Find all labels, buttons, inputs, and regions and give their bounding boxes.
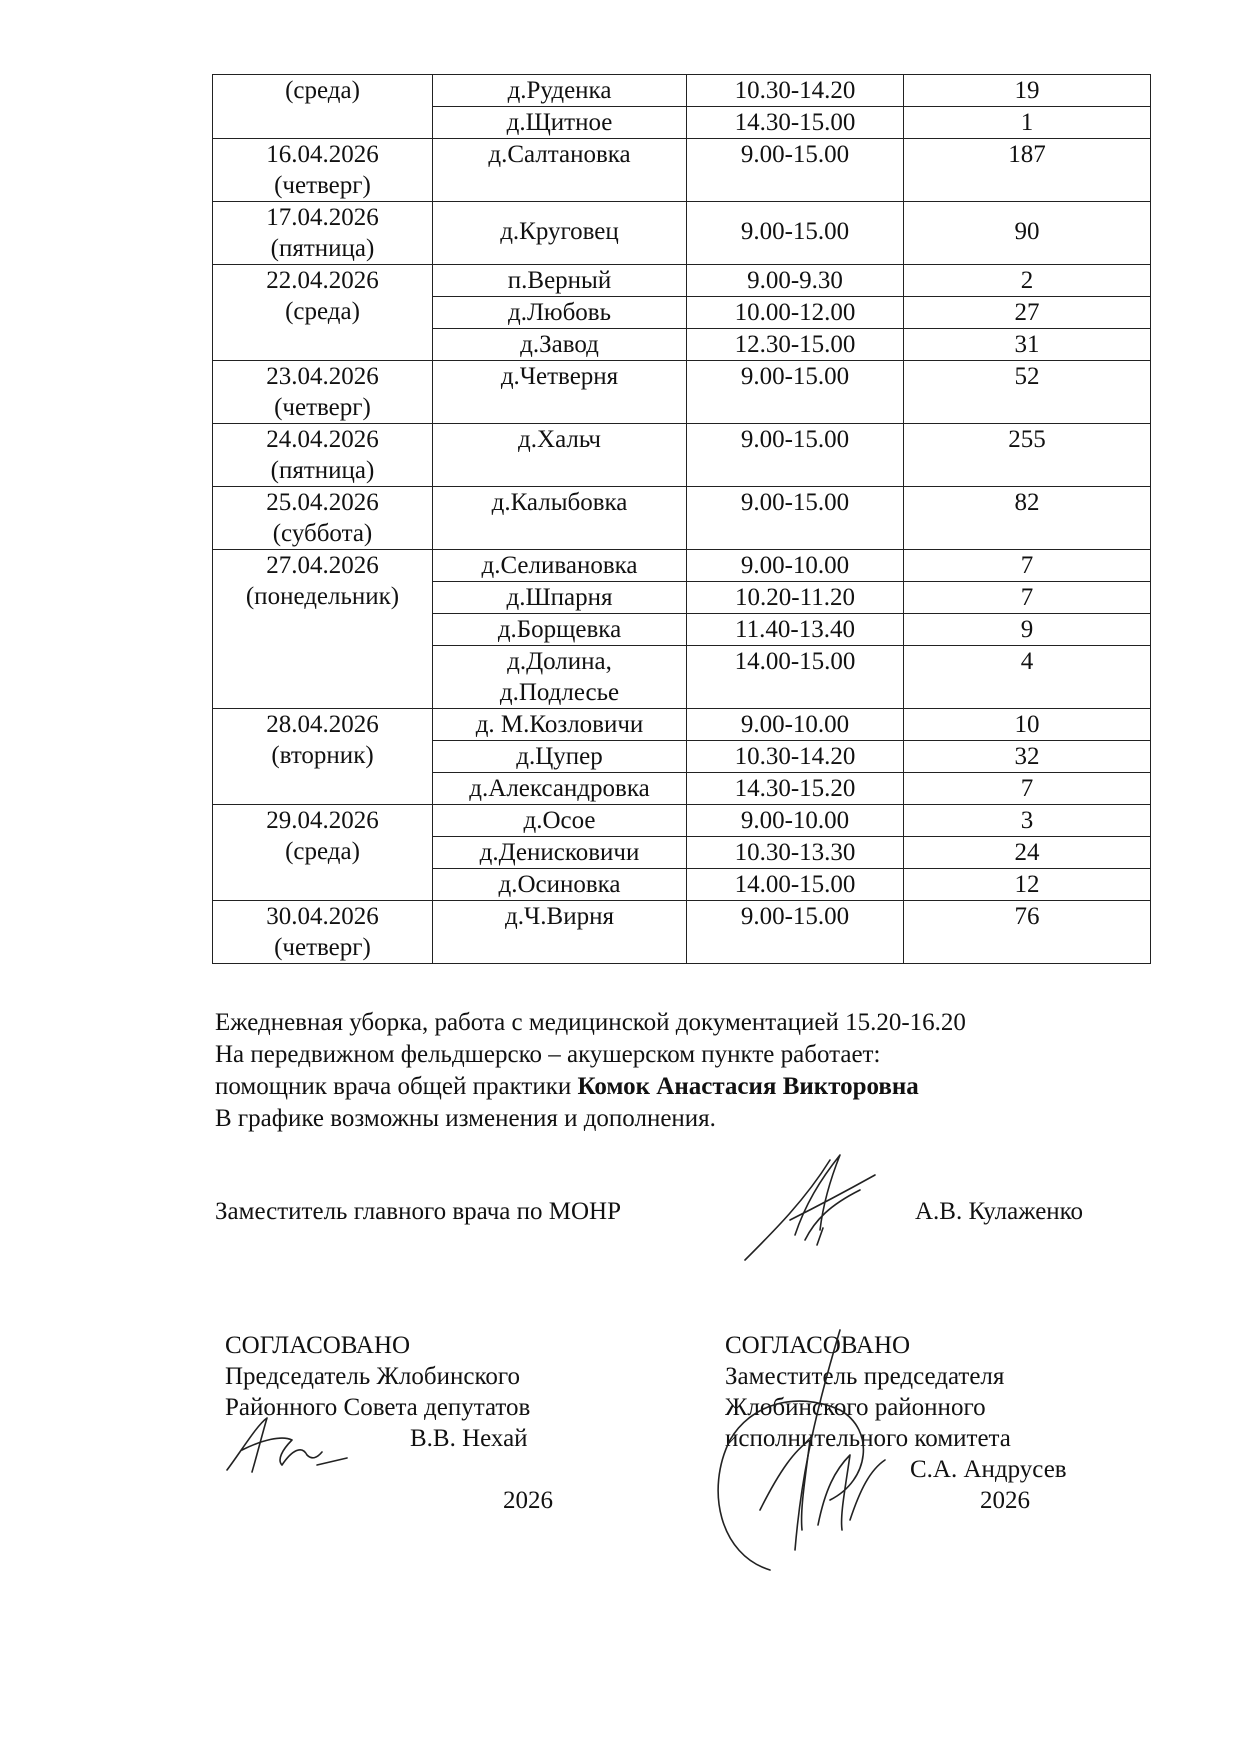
date-text: 27.04.2026 <box>266 552 379 579</box>
time-cell: 9.00-15.00 <box>687 139 904 202</box>
place-cell <box>433 614 687 646</box>
time-cell: 10.30-14.20 <box>687 741 904 773</box>
time-cell: 9.00-9.30 <box>687 265 904 297</box>
time-cell: 10.20-11.20 <box>687 582 904 614</box>
weekday-text: (среда) <box>285 77 360 104</box>
time-cell: 10.30-13.30 <box>687 837 904 869</box>
approval-right-heading: СОГЛАСОВАНО <box>725 1332 911 1359</box>
count-cell: 19 <box>904 75 1151 107</box>
notes-line-cleaning: Ежедневная уборка, работа с медицинской документацией 15.20-16.20 <box>215 1009 966 1036</box>
weekday-text: (четверг) <box>274 934 371 961</box>
date-text: 28.04.2026 <box>266 711 379 738</box>
place-text: д.Руденка <box>507 77 612 104</box>
schedule-table <box>212 74 1151 964</box>
table-row <box>213 139 1151 202</box>
table-row <box>213 75 1151 107</box>
count-cell: 31 <box>904 329 1151 361</box>
place-text: д.Цупер <box>516 743 603 770</box>
count-cell: 2 <box>904 265 1151 297</box>
time-cell: 14.30-15.00 <box>687 107 904 139</box>
time-cell: 9.00-10.00 <box>687 550 904 582</box>
place-cell <box>433 75 687 107</box>
place-cell <box>433 805 687 837</box>
place-text: д.Ч.Вирня <box>505 903 614 930</box>
date-cell <box>213 202 433 265</box>
count-cell: 4 <box>904 646 1151 709</box>
date-text: 30.04.2026 <box>266 903 379 930</box>
place-cell <box>433 741 687 773</box>
place-cell <box>433 869 687 901</box>
time-cell: 14.00-15.00 <box>687 869 904 901</box>
weekday-text: (четверг) <box>274 394 371 421</box>
signature-nekhai <box>222 1410 352 1480</box>
place-text: д. М.Козловичи <box>475 711 644 738</box>
time-cell: 10.00-12.00 <box>687 297 904 329</box>
notes-block <box>215 1007 1175 1135</box>
signature-andrusev <box>700 1320 890 1580</box>
staff-name: Комок Анастасия Викторовна <box>577 1073 919 1100</box>
place-text: п.Верный <box>507 267 612 294</box>
date-text: 22.04.2026 <box>266 267 379 294</box>
place-text-secondary: д.Подлесье <box>499 679 620 706</box>
date-text: 24.04.2026 <box>266 426 379 453</box>
date-text: 17.04.2026 <box>266 204 379 231</box>
approval-right-year: 2026 <box>980 1487 1030 1514</box>
place-text: д.Любовь <box>507 299 612 326</box>
count-cell: 12 <box>904 869 1151 901</box>
place-text: д.Осое <box>523 807 596 834</box>
date-cell <box>213 901 433 964</box>
count-cell: 7 <box>904 550 1151 582</box>
date-cell <box>213 361 433 424</box>
count-cell: 90 <box>904 202 1151 265</box>
time-cell: 10.30-14.20 <box>687 75 904 107</box>
weekday-text: (пятница) <box>270 235 375 262</box>
date-cell <box>213 550 433 709</box>
count-cell: 187 <box>904 139 1151 202</box>
place-text: д.Денисковичи <box>479 839 640 866</box>
time-cell: 9.00-10.00 <box>687 709 904 741</box>
date-cell <box>213 709 433 805</box>
count-cell: 1 <box>904 107 1151 139</box>
place-cell <box>433 424 687 487</box>
notes-line-changes: В графике возможны изменения и дополнения. <box>215 1105 716 1132</box>
schedule-body <box>213 75 1151 964</box>
signatory-name: А.В. Кулаженко <box>915 1198 1084 1225</box>
place-cell <box>433 297 687 329</box>
approval-left-name: В.В. Нехай <box>410 1425 528 1452</box>
place-text: д.Хальч <box>518 426 601 453</box>
approval-left-line2: Районного Совета депутатов <box>225 1394 531 1421</box>
weekday-text: (суббота) <box>272 520 373 547</box>
time-cell: 11.40-13.40 <box>687 614 904 646</box>
date-cell <box>213 487 433 550</box>
place-cell <box>433 550 687 582</box>
signatory-position: Заместитель главного врача по МОНР <box>215 1198 622 1225</box>
weekday-text: (среда) <box>285 298 360 325</box>
place-text: д.Шпарня <box>506 584 613 611</box>
date-cell <box>213 424 433 487</box>
place-text: д.Селивановка <box>481 552 638 579</box>
place-text: д.Щитное <box>506 109 613 136</box>
table-row <box>213 487 1151 550</box>
count-cell: 24 <box>904 837 1151 869</box>
approval-left-heading: СОГЛАСОВАНО <box>225 1332 411 1359</box>
count-cell: 9 <box>904 614 1151 646</box>
approval-right-line3: исполнительного комитета <box>725 1425 1011 1452</box>
date-cell <box>213 805 433 901</box>
time-cell: 9.00-10.00 <box>687 805 904 837</box>
place-cell <box>433 487 687 550</box>
approval-right-name: С.А. Андрусев <box>910 1456 1067 1483</box>
signature-kulazhenko <box>735 1150 885 1270</box>
place-text: д.Калыбовка <box>491 489 628 516</box>
count-cell: 76 <box>904 901 1151 964</box>
place-text: д.Завод <box>520 331 599 358</box>
count-cell: 27 <box>904 297 1151 329</box>
place-cell <box>433 139 687 202</box>
date-text: 25.04.2026 <box>266 489 379 516</box>
place-cell <box>433 773 687 805</box>
table-row <box>213 709 1151 741</box>
place-cell <box>433 107 687 139</box>
place-cell <box>433 837 687 869</box>
place-cell <box>433 709 687 741</box>
table-row <box>213 361 1151 424</box>
weekday-text: (вторник) <box>271 742 374 769</box>
table-row <box>213 202 1151 265</box>
count-cell: 82 <box>904 487 1151 550</box>
table-row <box>213 805 1151 837</box>
time-cell: 9.00-15.00 <box>687 202 904 265</box>
place-cell <box>433 901 687 964</box>
time-cell: 14.00-15.00 <box>687 646 904 709</box>
count-cell: 7 <box>904 773 1151 805</box>
count-cell: 32 <box>904 741 1151 773</box>
table-row <box>213 901 1151 964</box>
notes-line-staff <box>215 1071 1175 1103</box>
staff-role: помощник врача общей практики <box>215 1073 578 1100</box>
weekday-text: (пятница) <box>270 457 375 484</box>
place-text: д.Долина, <box>507 648 612 675</box>
place-text: д.Круговец <box>500 218 619 245</box>
date-cell <box>213 139 433 202</box>
time-cell: 14.30-15.20 <box>687 773 904 805</box>
date-text: 29.04.2026 <box>266 807 379 834</box>
date-cell <box>213 75 433 139</box>
table-row <box>213 550 1151 582</box>
place-cell <box>433 646 687 709</box>
place-text: д.Осиновка <box>498 871 621 898</box>
weekday-text: (понедельник) <box>245 583 400 610</box>
time-cell: 9.00-15.00 <box>687 901 904 964</box>
time-cell: 9.00-15.00 <box>687 487 904 550</box>
place-text: д.Александровка <box>469 775 650 802</box>
approval-right-line2: Жлобинского районного <box>725 1394 986 1421</box>
place-cell <box>433 202 687 265</box>
date-text: 23.04.2026 <box>266 363 379 390</box>
date-cell <box>213 265 433 361</box>
place-text: д.Салтановка <box>488 141 631 168</box>
place-cell <box>433 329 687 361</box>
weekday-text: (среда) <box>285 838 360 865</box>
weekday-text: (четверг) <box>274 172 371 199</box>
approval-right-line1: Заместитель председателя <box>725 1363 1005 1390</box>
count-cell: 3 <box>904 805 1151 837</box>
count-cell: 52 <box>904 361 1151 424</box>
date-text: 16.04.2026 <box>266 141 379 168</box>
place-text: д.Четверня <box>500 363 619 390</box>
place-cell <box>433 361 687 424</box>
notes-line-staff-intro: На передвижном фельдшерско – акушерском пункте работает: <box>215 1041 881 1068</box>
approval-left-year: 2026 <box>503 1487 553 1514</box>
place-cell <box>433 265 687 297</box>
time-cell: 12.30-15.00 <box>687 329 904 361</box>
count-cell: 10 <box>904 709 1151 741</box>
approval-left-line1: Председатель Жлобинского <box>225 1363 520 1390</box>
table-row <box>213 265 1151 297</box>
time-cell: 9.00-15.00 <box>687 424 904 487</box>
table-row <box>213 424 1151 487</box>
time-cell: 9.00-15.00 <box>687 361 904 424</box>
count-cell: 255 <box>904 424 1151 487</box>
place-cell <box>433 582 687 614</box>
count-cell: 7 <box>904 582 1151 614</box>
place-text: д.Борщевка <box>497 616 622 643</box>
